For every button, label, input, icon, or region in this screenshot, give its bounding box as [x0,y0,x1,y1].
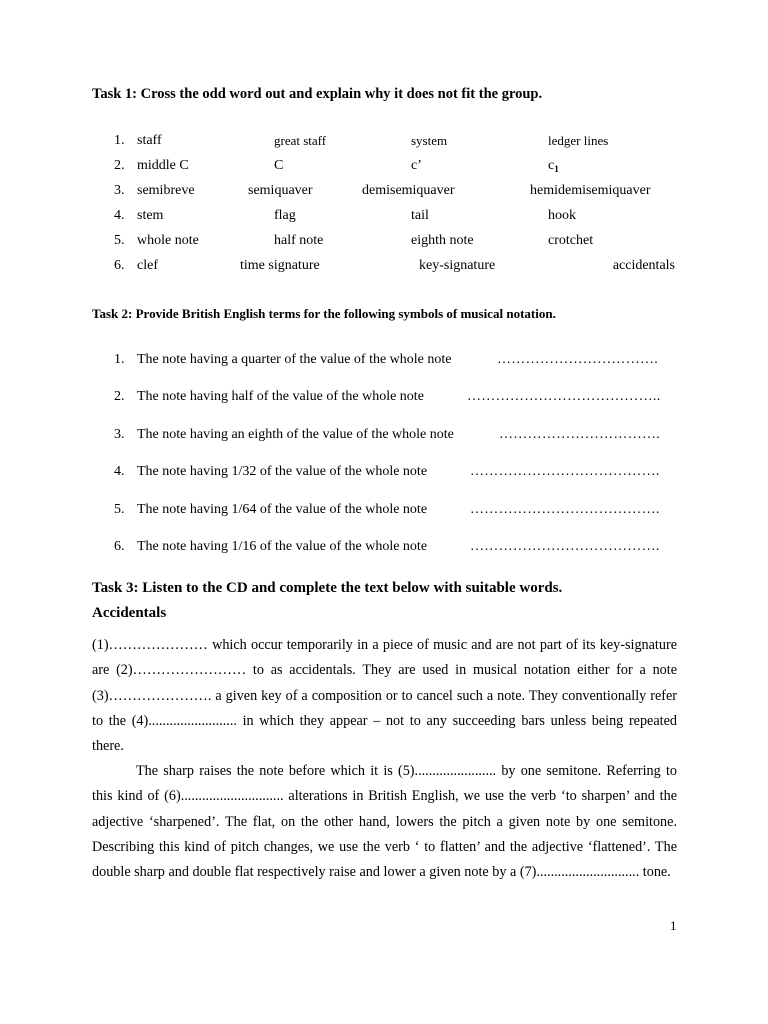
word-4: accidentals [612,258,675,273]
answer-blank[interactable]: …………………………………. [470,501,660,517]
task2-item-6 [0,539,768,576]
row-number: 5. [114,233,125,248]
row-number: 3. [114,183,125,198]
task1-row-2 [0,158,768,183]
task2-item-4 [0,464,768,501]
word-3: demisemiquaver [362,183,455,198]
task1-title: Task 1: Cross the odd word out and explain why it does not fit the group. [92,86,543,102]
word-3: key-signature [419,258,496,273]
row-number: 2. [114,158,125,173]
item-text: The note having 1/64 of the value of the whole note [137,501,428,517]
answer-blank[interactable]: …………………………………. [470,538,660,554]
item-number: 1. [114,352,125,367]
word-1: stem [137,208,164,223]
task2-item-5 [0,502,768,539]
item-number: 5. [114,501,125,517]
word-3: c’ [411,158,422,173]
word-4: hemidemisemiquaver [530,183,651,198]
item-number: 2. [114,389,125,405]
item-number: 4. [114,464,125,480]
task2-title: Task 2: Provide British English terms for the following symbols of musical notation. [92,306,556,321]
row-number: 1. [114,133,125,148]
section-heading: Accidentals [92,605,167,621]
word-4-subscript: 1 [554,164,559,174]
task2-item-1 [0,352,768,389]
word-1: staff [137,133,162,148]
word-3: system [411,133,448,148]
row-number: 4. [114,208,125,223]
word-4: hook [548,208,576,223]
answer-blank[interactable]: ……………………………. [497,352,659,367]
word-4 [548,158,559,174]
item-number: 6. [114,538,125,554]
task2-item-3 [0,427,768,464]
word-4-base: c [548,158,555,173]
word-2: semiquaver [248,183,313,198]
cloze-paragraph-2: The sharp raises the note before which it is (5)....................... by one semitone. Referring to this kind of (6)............................. alterations in British English, we use the verb ‘to sharpen’ and the adjective ‘sharpened’. The flat, on the other hand, lowers the pitch a given note by one semitone. Describing this kind of pitch changes, we use the verb ‘ to flatten’ and the adjective ‘flattened’. The double sharp and double flat respectively raise and lower a given note by a (7)............................. tone. [92,763,677,881]
item-text: The note having a quarter of the value of the whole note [137,352,452,367]
task2-list [0,352,768,576]
word-3: tail [411,208,429,223]
word-2: C [274,158,284,173]
word-4: ledger lines [548,133,609,148]
item-text: The note having 1/32 of the value of the whole note [137,464,428,480]
task1-row-4 [0,208,768,233]
task1-row-6 [0,258,768,283]
row-number: 6. [114,258,125,273]
item-text: The note having 1/16 of the value of the whole note [137,538,428,554]
word-1: semibreve [137,183,195,198]
word-3: eighth note [411,233,474,248]
answer-blank[interactable]: ……………………………. [499,426,661,442]
task1-row-3 [0,183,768,208]
task2-item-2 [0,389,768,426]
task3-title: Task 3: Listen to the CD and complete the text below with suitable words. [92,580,563,596]
word-2: time signature [240,258,320,273]
word-2: great staff [274,133,327,148]
item-text: The note having an eighth of the value of the whole note [137,426,454,442]
word-4: crotchet [548,233,594,248]
word-1: clef [137,258,158,273]
page-number: 1 [670,918,677,933]
word-2: flag [274,208,296,223]
word-2: half note [274,233,324,248]
task1-row-5 [0,233,768,258]
word-1: middle C [137,158,189,173]
cloze-paragraph-1: (1)………………… which occur temporarily in a piece of music and are not part of its key-signature are (2)…………………… to as accidentals. They are used in musical notation either for a note (3)…………………. a given key of a composition or to cancel such a note. They conventionally refer to the (4)......................... in which they appear – not to any succeeding bars unless being repeated there. [92,637,677,755]
item-text: The note having half of the value of the whole note [137,389,424,405]
item-number: 3. [114,426,125,442]
word-1: whole note [137,233,199,248]
task1-list [0,133,768,283]
answer-blank[interactable]: …………………………………. [470,464,660,480]
answer-blank[interactable]: ………………………………….. [467,389,661,405]
task1-row-1 [0,133,768,158]
